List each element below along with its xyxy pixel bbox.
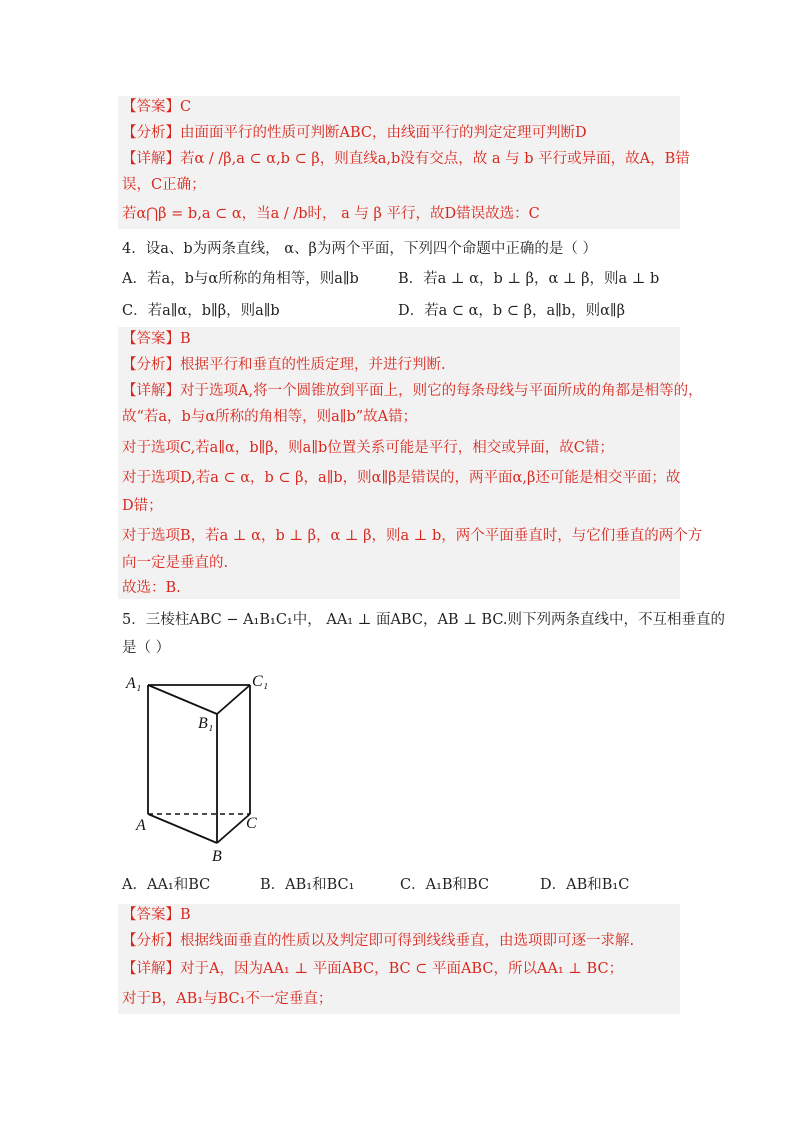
label-c1: C₁ xyxy=(252,673,269,690)
question-4-option-d: D．若a ⊂ α，b ⊂ β，a∥b，则α∥β xyxy=(398,303,625,319)
detail-q4-line8: 故选：B. xyxy=(122,580,181,596)
detail-q3-line2: 误，C正确； xyxy=(122,177,206,193)
label-b1: B₁ xyxy=(198,715,214,732)
triangular-prism-figure xyxy=(120,668,280,868)
detail-q4-line2: 故“若a，b与α所称的角相等，则a∥b”故A错； xyxy=(122,409,418,425)
question-4-option-c: C．若a∥α，b∥β，则a∥b xyxy=(122,303,280,319)
question-5-option-d: D．AB和B₁C xyxy=(540,877,630,893)
analysis-q5: 【分析】根据线面垂直的性质以及判定即可得到线线垂直，由选项即可逐一求解. xyxy=(122,933,635,949)
label-a: A xyxy=(136,817,146,834)
question-5-stem-line1: 5．三棱柱ABC − A₁B₁C₁中， AA₁ ⊥ 面ABC，AB ⊥ BC.则下列两条直线中，不互相垂直的 xyxy=(122,612,726,628)
question-4-stem: 4．设a、b为两条直线， α、β为两个平面，下列四个命题中正确的是（ ） xyxy=(122,241,598,257)
analysis-q3: 【分析】由面面平行的性质可判断ABC，由线面平行的判定定理可判断D xyxy=(122,125,587,141)
detail-q4-line4: 对于选项D,若a ⊂ α，b ⊂ β，a∥b，则α∥β是错误的，两平面α,β还可能是相交平面；故 xyxy=(122,470,681,486)
question-4-option-b: B．若a ⊥ α，b ⊥ β，α ⊥ β，则a ⊥ b xyxy=(398,271,660,287)
detail-q4-line5: D错； xyxy=(122,498,163,514)
label-b: B xyxy=(212,848,222,865)
question-5-option-a: A．AA₁和BC xyxy=(122,877,211,893)
question-5-option-b: B．AB₁和BC₁ xyxy=(260,877,355,893)
detail-q4-line3: 对于选项C,若a∥α，b∥β，则a∥b位置关系可能是平行，相交或异面，故C错； xyxy=(122,440,614,456)
answer-q3: 【答案】C xyxy=(122,99,192,115)
answer-q4: 【答案】B xyxy=(122,331,191,347)
detail-q5-line1: 【详解】对于A，因为AA₁ ⊥ 平面ABC，BC ⊂ 平面ABC，所以AA₁ ⊥ BC； xyxy=(122,961,624,977)
question-4-option-a: A．若a，b与α所称的角相等，则a∥b xyxy=(122,271,359,287)
label-a1: A₁ xyxy=(126,675,142,692)
detail-q4-line7: 向一定是垂直的. xyxy=(122,555,229,571)
edge-b1-c1 xyxy=(217,685,250,714)
detail-q3-line1: 【详解】若α / /β,a ⊂ α,b ⊂ β，则直线a,b没有交点，故 a 与 b 平行或异面，故A，B错 xyxy=(122,151,690,167)
answer-q5: 【答案】B xyxy=(122,907,191,923)
edge-a1-b1 xyxy=(148,685,217,714)
edge-a-b xyxy=(148,814,217,843)
detail-q4-line1: 【详解】对于选项A,将一个圆锥放到平面上，则它的每条母线与平面所成的角都是相等的， xyxy=(122,383,703,399)
question-5-stem-line2: 是（ ） xyxy=(122,640,171,656)
question-5-option-c: C．A₁B和BC xyxy=(400,877,490,893)
detail-q5-line2: 对于B，AB₁与BC₁不一定垂直； xyxy=(122,991,333,1007)
analysis-q4: 【分析】根据平行和垂直的性质定理，并进行判断. xyxy=(122,357,446,373)
detail-q4-line6: 对于选项B，若a ⊥ α，b ⊥ β，α ⊥ β，则a ⊥ b，两个平面垂直时，与它们垂直的两个方 xyxy=(122,528,703,544)
label-c: C xyxy=(246,815,257,832)
detail-q3-line3: 若α⋂β = b,a ⊂ α，当a / /b时， a 与 β 平行，故D错误故选：C xyxy=(122,206,540,222)
